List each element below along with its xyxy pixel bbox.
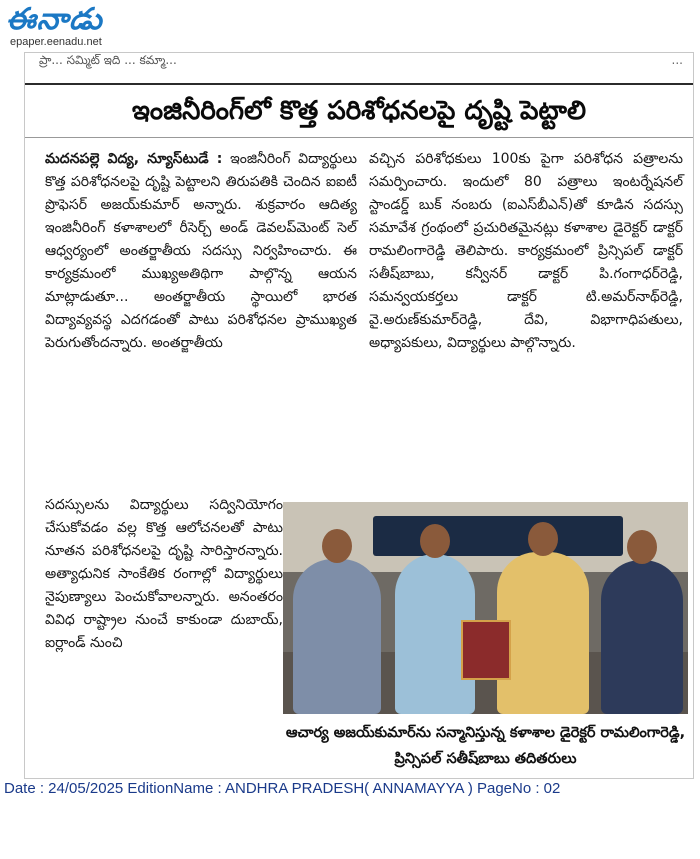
article-column-2: వచ్చిన పరిశోధకులు 100కు పైగా పరిశోధన పత్రాలను సమర్పించారు. ఇందులో 80 పత్రాలు ఇంటర్నేషనల్ స్టాండర్డ్ బుక్ నంబరు (ఐఎస్‌బీఎన్)తో కూడిన సదస్సు సమావేశ గ్రంథంలో ప్రచురితమైనట్లు కళాశాల డైరెక్టర్ డాక్టర్ రామలింగారెడ్డి తెలిపారు. కార్యక్రమంలో ప్రిన్సిపల్ డాక్టర్ సతీష్‌బాబు, కన్వీనర్ డాక్టర్ పి.గంగాధర్‌రెడ్డి, సమన్వయకర్తలు డాక్టర్ టి.అమర్‌నాథ్‌రెడ్డి, వై.అరుణ్‌కుమార్‌రెడ్డి, దేవి, విభాగాధిపతులు, అధ్యాపకులు, విద్యార్థులు పాల్గొన్నారు. [369,151,683,351]
article-column-1-continued: సదస్సులను విద్యార్థులు సద్వినియోగం చేసుకోవడం వల్ల కొత్త ఆలోచనలతో పాటు నూతన పరిశోధనలపై దృష్టి సారిస్తారన్నారు. అత్యాధునిక సాంకేతిక రంగాల్లో విద్యార్థులు నైపుణ్యాలు పెంచుకోవాలన్నారు. అనంతరం వివిధ రాష్ట్రాల నుంచే కాకుండా దుబాయ్, ఐర్లాండ్ నుంచి [45,497,283,651]
photo-banner [373,516,623,556]
headline: ఇంజినీరింగ్‌లో కొత్త పరిశోధనలపై దృష్టి పెట్టాలి [131,96,587,126]
edition-footer: Date : 24/05/2025 EditionName : ANDHRA PRADESH( ANNAMAYYA ) PageNo : 02 [4,780,561,797]
memento-plaque [461,620,511,680]
article-photo [283,502,688,714]
article-clipping [24,52,694,779]
previous-article-strip [25,53,693,77]
eenadu-logo[interactable] [6,4,146,54]
dateline: మదనపల్లె విద్య, న్యూస్‌టుడే : [45,151,223,167]
previous-article-text: ప్రా... సమ్మిట్ ఇది ... కమ్మా... [39,53,177,67]
photo-person [293,559,381,714]
headline-rule-bottom [25,137,693,138]
column-1-text: ఇంజినీరింగ్ విద్యార్థులు కొత్త పరిశోధనలపై దృష్టి పెట్టాలని తిరుపతికి చెందిన ఐఐటీ ప్రొఫెసర్ అజయ్‌కుమార్ అన్నారు. శుక్రవారం ఆదిత్య ఇంజినీరింగ్ కళాశాలలో రీసెర్చ్ అండ్ డెవలప్‌మెంట్ సెల్ ఆధ్వర్యంలో అంతర్జాతీయ సదస్సు నిర్వహించారు. ఈ కార్యక్రమంలో ముఖ్యఅతిథిగా పాల్గొన్న ఆయన మాట్లాడుతూ... అంతర్జాతీయ స్థాయిలో భారత విద్యావ్యవస్థ ఎదగడంతో పాటు పరిశోధనల ప్రాముఖ్యత పెరుగుతోందన్నారు. అంతర్జాతీయ [45,151,358,351]
photo-person [601,560,683,714]
site-url: epaper.eenadu.net [10,36,102,48]
headline-rule-top [25,83,693,85]
article-column-1 [45,148,357,355]
photo-caption: ఆచార్య అజయ్‌కుమార్‌ను సన్మానిస్తున్న కళాశాల డైరెక్టర్ రామలింగారెడ్డి, ప్రిన్సిపల్ సతీష్‌బాబు తదితరులు [285,725,686,767]
ellipsis-marker: ... [671,53,683,67]
logo-wordmark: ఈనాడు [6,2,103,37]
